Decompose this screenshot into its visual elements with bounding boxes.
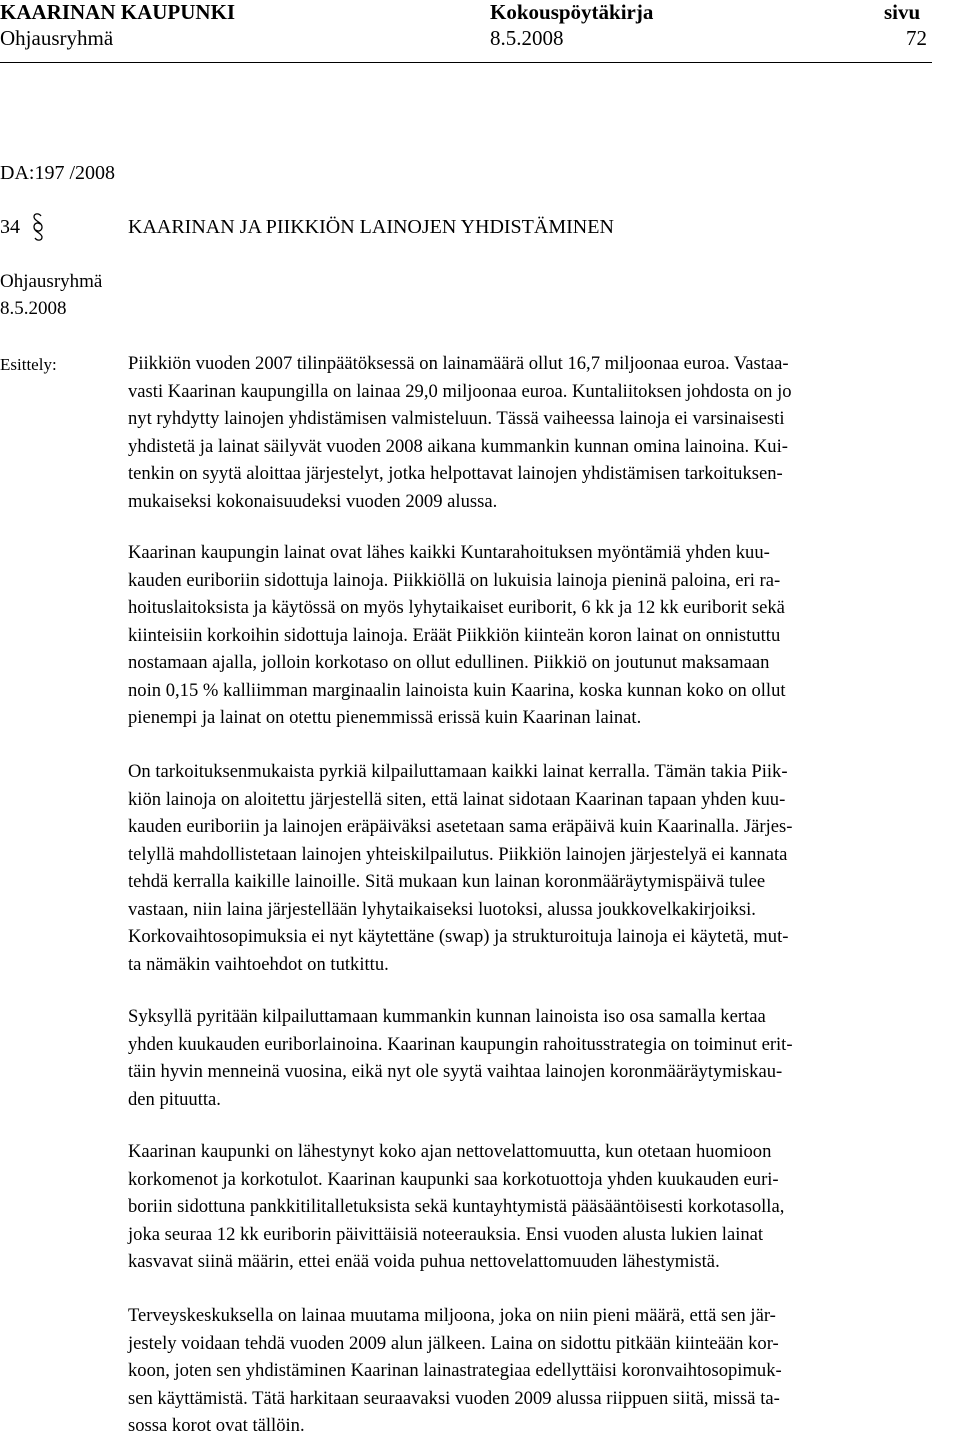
header-page-label: sivu <box>884 0 921 24</box>
paragraph-2 <box>128 539 960 732</box>
paragraph-line: hoituslaitoksista ja käytössä on myös lyhytaikaiset euriborit, 6 kk ja 12 kk euriborit sekä <box>128 597 785 618</box>
paragraph-line: kiinteisiin korkoihin sidottuja lainoja. Eräät Piikkiön kiinteän koron lainat on onnistuttu <box>128 624 781 646</box>
paragraph-5 <box>128 1138 960 1276</box>
header-date: 8.5.2008 <box>490 26 564 50</box>
paragraph-line: On tarkoituksenmukaista pyrkiä kilpailuttamaan kaikki lainat kerralla. Tämän takia Piik- <box>128 761 788 782</box>
paragraph-line: den pituutta. <box>128 1088 221 1110</box>
reference-number: DA:197 /2008 <box>0 162 115 184</box>
paragraph-line: noin 0,15 % kalliimman marginaalin lainoista kuin Kaarina, koska kunnan koko on ollut <box>128 679 786 701</box>
paragraph-line: kiön lainoja on aloitettu järjestellä siten, että lainat sidotaan Kaarinan tapaan yhden kuu- <box>128 788 786 810</box>
paragraph-1 <box>128 350 960 515</box>
paragraph-line: tenkin on syytä aloittaa järjestelyt, jotka helpottavat lainojen yhdistämisen tarkoituksen- <box>128 463 783 484</box>
paragraph-line: telyllä mahdollistetaan lainojen yhteiskilpailutus. Piikkiön lainojen järjestelyä ei kannata <box>128 843 788 865</box>
paragraph-line: sen käyttämistä. Tätä harkitaan seuraavaksi vuoden 2009 alussa riippuen siitä, missä ta- <box>128 1387 780 1409</box>
paragraph-6 <box>128 1302 960 1440</box>
paragraph-line: kasvavat siinä määrin, ettei enää voida puhua nettovelattomuuden lähestymistä. <box>128 1251 720 1272</box>
paragraph-line: yhdistetä ja lainat säilyvät vuoden 2008 aikana kummankin kunnan omina lainoina. Kui- <box>128 435 788 457</box>
paragraph-line: Kaarinan kaupunki on lähestynyt koko ajan nettovelattomuutta, kun otetaan huomioon <box>128 1141 772 1162</box>
paragraph-line: Piikkiön vuoden 2007 tilinpäätöksessä on lainamäärä ollut 16,7 miljoonaa euroa. Vastaa- <box>128 353 789 374</box>
section-sign-icon <box>30 212 46 242</box>
paragraph-line: täin hyvin menneinä vuosina, eikä nyt ole syytä vaihtaa lainojen koronmääräytymiskau- <box>128 1061 783 1082</box>
paragraph-line: joka seuraa 12 kk euriborin päivittäisiä noteerauksia. Ensi vuoden alusta lukien lainat <box>128 1223 764 1245</box>
paragraph-line: kauden euriboriin sidottuja lainoja. Piikkiöllä on lukuisia lainoja pieninä paloina, eri ra- <box>128 569 781 591</box>
paragraph-line: koon, joten sen yhdistäminen Kaarinan lainastrategiaa edellyttäisi koronvaihtosopimuk- <box>128 1360 782 1381</box>
paragraph-4 <box>128 1003 960 1113</box>
paragraph-line: yhden kuukauden euriborlainoina. Kaarinan kaupungin rahoitusstrategia on toiminut erit- <box>128 1033 793 1055</box>
paragraph-line: boriin sidottuna pankkitilitalletuksista sekä kuntayhtymistä pääsääntöisesti korkotasolla, <box>128 1196 785 1217</box>
section-number: 34 <box>0 216 20 238</box>
header-page-number: 72 <box>906 26 927 50</box>
paragraph-line: kauden euriboriin ja lainojen eräpäiväksi asetetaan sama eräpäivä kuin Kaarinalla. Järjes- <box>128 816 793 837</box>
header-organization: KAARINAN KAUPUNKI <box>0 0 236 24</box>
paragraph-line: nyt ryhdytty lainojen yhdistämisen valmisteluun. Tässä vaiheessa lainoja ei varsinaisesti <box>128 408 785 429</box>
paragraph-line: korkomenot ja korkotulot. Kaarinan kaupunki saa korkotuottoja yhden kuukauden euri- <box>128 1168 779 1190</box>
paragraph-line: Korkovaihtosopimuksia ei nyt käytettäne (swap) ja strukturoituja lainoja ei käytetä, mut- <box>128 926 789 947</box>
paragraph-line: ta nämäkin vaihtoehdot on tutkittu. <box>128 953 389 975</box>
paragraph-line: tehdä kerralla kaikille lainoille. Sitä mukaan kun lainan koronmääräytymispäivä tulee <box>128 871 766 892</box>
paragraph-line: mukaiseksi kokonaisuudeksi vuoden 2009 alussa. <box>128 490 498 512</box>
header-doc-type: Kokouspöytäkirja <box>490 0 654 24</box>
paragraph-line: vasti Kaarinan kaupungilla on lainaa 29,0 miljoonaa euroa. Kuntaliitoksen johdosta on jo <box>128 380 792 402</box>
paragraph-line: jestely voidaan tehdä vuoden 2009 alun jälkeen. Laina on sidottu pitkään kiinteään kor- <box>128 1332 779 1354</box>
paragraph-3 <box>128 758 960 978</box>
meeting-body: Ohjausryhmä <box>0 271 103 292</box>
paragraph-line: Terveyskeskuksella on lainaa muutama miljoona, joka on niin pieni määrä, että sen jär- <box>128 1305 776 1326</box>
paragraph-line: nostamaan ajalla, jolloin korkotaso on ollut edullinen. Piikkiö on joutunut maksamaan <box>128 652 770 673</box>
paragraph-line: pienempi ja lainat on otettu pienemmissä erissä kuin Kaarinan lainat. <box>128 707 642 728</box>
section-title: KAARINAN JA PIIKKIÖN LAINOJEN YHDISTÄMINEN <box>128 216 614 238</box>
meeting-date: 8.5.2008 <box>0 298 67 319</box>
paragraph-line: Syksyllä pyritään kilpailuttamaan kummankin kunnan lainoista iso osa samalla kertaa <box>128 1006 766 1027</box>
header-rule <box>0 62 932 63</box>
paragraph-line: vastaan, niin laina järjestellään lyhytaikaiseksi luotoksi, alussa joukkovelkakirjoiksi. <box>128 898 756 920</box>
paragraph-line: sossa korot ovat tällöin. <box>128 1415 305 1436</box>
header-body: Ohjausryhmä <box>0 26 114 50</box>
paragraph-line: Kaarinan kaupungin lainat ovat lähes kaikki Kuntarahoituksen myöntämiä yhden kuu- <box>128 542 770 563</box>
presenter-label: Esittely: <box>0 355 57 374</box>
